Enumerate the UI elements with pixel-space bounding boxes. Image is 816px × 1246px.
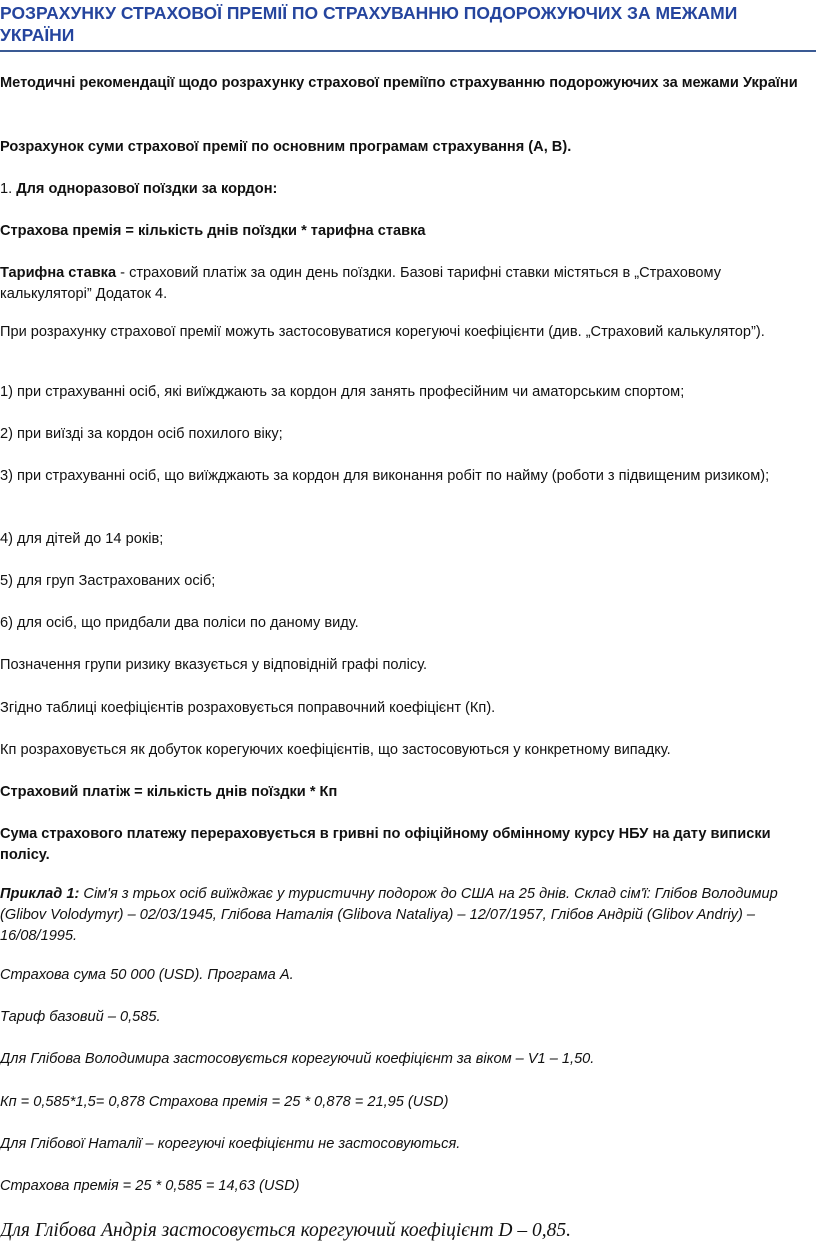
section-heading: Розрахунок суми страхової премії по основним програмам страхування (А, В). bbox=[0, 139, 572, 155]
item-1-text: Для одноразової поїздки за кордон: bbox=[16, 181, 278, 197]
coef-intro: При розрахунку страхової премії можуть застосовуватися корегуючі коефіцієнти (див. „Страховий калькулятор”). bbox=[0, 324, 765, 340]
item-1-number: 1. bbox=[0, 181, 13, 197]
list-item: 6) для осіб, що придбали два поліси по даному виду. bbox=[0, 615, 359, 631]
example-base-rate: Тариф базовий – 0,585. bbox=[0, 1009, 161, 1025]
kp-table-note: Згідно таблиці коефіцієнтів розраховується поправочний коефіцієнт (Кп). bbox=[0, 700, 496, 716]
example-text: Сім'я з трьох осіб виїжджає у туристичну подорож до США на 25 днів. Склад сім'ї: Глібов Володимир (Glibov Volodymyr) – 02/03/1945, Глібова Наталія (Glibova Nataliya) – 12/07/1957, Глібов Андрій (Glibov Andriy) – 16/08/1995. bbox=[0, 886, 778, 944]
item-1 bbox=[0, 179, 812, 200]
risk-group-note: Позначення групи ризику вказується у відповідній графі полісу. bbox=[0, 657, 428, 673]
list-item: 2) при виїзді за кордон осіб похилого віку; bbox=[0, 426, 283, 442]
example-1 bbox=[0, 884, 812, 947]
example-andriy-coef: Для Глібова Андрія застосовується корегуючий коефіцієнт D – 0,85. bbox=[0, 1220, 571, 1241]
tariff-term: Тарифна ставка bbox=[0, 265, 117, 281]
example-volodymyr-coef: Для Глібова Володимира застосовується корегуючий коефіцієнт за віком – V1 – 1,50. bbox=[0, 1051, 595, 1067]
formula-premium: Страхова премія = кількість днів поїздки * тарифна ставка bbox=[0, 223, 426, 239]
subtitle: Методичні рекомендації щодо розрахунку страхової преміїпо страхуванню подорожуючих за межами України bbox=[0, 75, 798, 91]
formula-payment: Страховий платіж = кількість днів поїздки * Кп bbox=[0, 784, 338, 800]
list-item: 3) при страхуванні осіб, що виїжджають за кордон для виконання робіт по найму (роботи з підвищеним ризиком); bbox=[0, 468, 770, 484]
example-label: Приклад 1: bbox=[0, 886, 80, 902]
example-sum: Страхова сума 50 000 (USD). Програма А. bbox=[0, 967, 294, 983]
list-item: 5) для груп Застрахованих осіб; bbox=[0, 573, 216, 589]
tariff-text: - страховий платіж за один день поїздки. Базові тарифні ставки містяться в „Страховому калькуляторі” Додаток 4. bbox=[0, 265, 722, 302]
list-item: 1) при страхуванні осіб, які виїжджають за кордон для занять професійним чи аматорським спортом; bbox=[0, 384, 685, 400]
page-title: РОЗРАХУНКУ СТРАХОВОЇ ПРЕМІЇ ПО СТРАХУВАННЮ ПОДОРОЖУЮЧИХ ЗА МЕЖАМИ УКРАЇНИ bbox=[0, 3, 738, 45]
example-kp-calc: Кп = 0,585*1,5= 0,878 Страхова премія = 25 * 0,878 = 21,95 (USD) bbox=[0, 1094, 449, 1110]
tariff-definition bbox=[0, 263, 812, 305]
kp-product-note: Кп розраховується як добуток корегуючих коефіцієнтів, що застосовуються у конкретному випадку. bbox=[0, 742, 671, 758]
example-nataliya-note: Для Глібової Наталії – корегуючі коефіцієнти не застосовуються. bbox=[0, 1136, 461, 1152]
uah-conversion-note: Сума страхового платежу перераховується в гривні по офіційному обмінному курсу НБУ на дату виписки полісу. bbox=[0, 826, 771, 863]
example-nataliya-premium: Страхова премія = 25 * 0,585 = 14,63 (USD) bbox=[0, 1178, 300, 1194]
list-item: 4) для дітей до 14 років; bbox=[0, 531, 164, 547]
title-block bbox=[0, 0, 816, 52]
